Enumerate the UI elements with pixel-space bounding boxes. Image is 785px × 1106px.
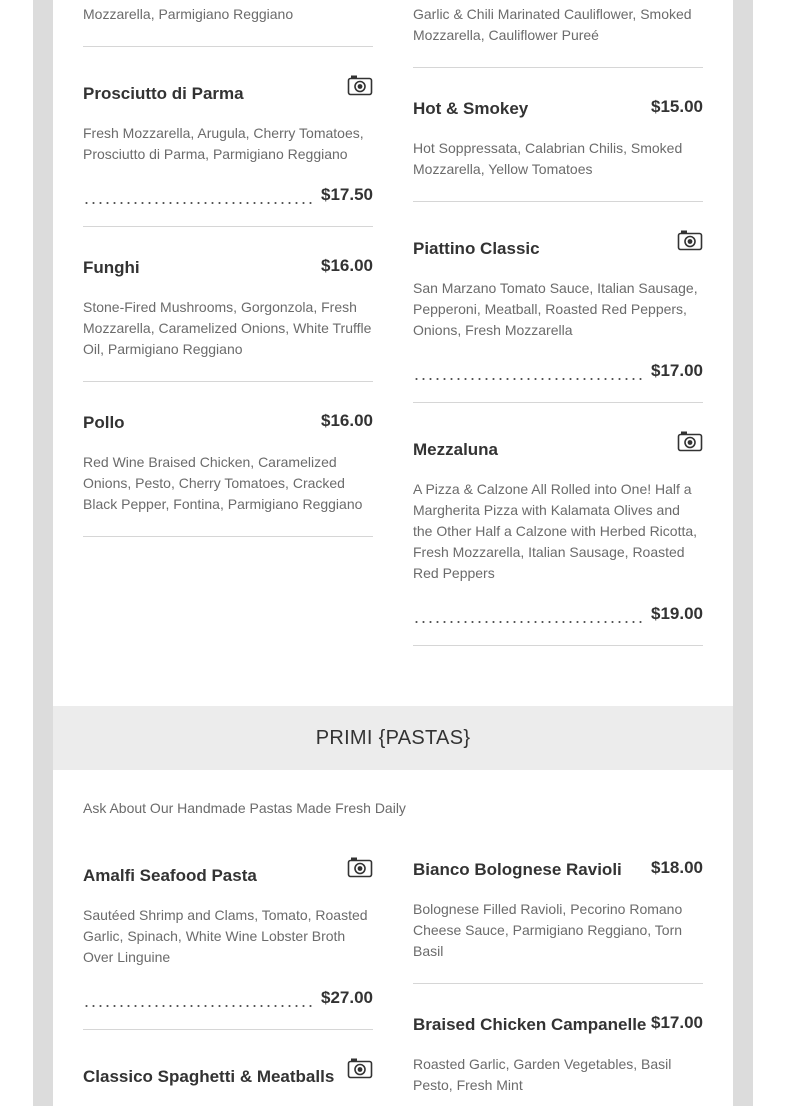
menu-item-piattino-classic[interactable] xyxy=(413,237,703,380)
menu-item-description: Sautéed Shrimp and Clams, Tomato, Roasted Garlic, Spinach, White Wine Lobster Broth Over Linguine xyxy=(83,907,368,965)
price-line xyxy=(83,185,373,207)
menu-item-name: Bianco Bolognese Ravioli xyxy=(413,860,622,879)
menu-item-name: Piattino Classic xyxy=(413,239,540,258)
menu-item-name: Pollo xyxy=(83,413,125,432)
left-margin xyxy=(0,0,33,1106)
menu-item-description: Roasted Garlic, Garden Vegetables, Basil Pesto, Fresh Mint xyxy=(413,1056,672,1093)
menu-item-price: $16.00 xyxy=(321,411,373,430)
camera-icon[interactable] xyxy=(677,430,703,452)
divider xyxy=(83,46,373,47)
dot-leader xyxy=(83,1004,315,1008)
divider xyxy=(83,1029,373,1030)
menu-item-name: Hot & Smokey xyxy=(413,99,529,118)
camera-icon[interactable] xyxy=(347,856,373,878)
price-line xyxy=(413,604,703,626)
menu-item-description: San Marzano Tomato Sauce, Italian Sausage, Pepperoni, Meatball, Roasted Red Peppers, Onions, Fresh Mozzarella xyxy=(413,280,698,338)
menu-item-name: Amalfi Seafood Pasta xyxy=(83,866,257,885)
camera-icon[interactable] xyxy=(677,229,703,251)
menu-item-price: $15.00 xyxy=(651,97,703,116)
right-frame xyxy=(733,0,753,1106)
dot-leader xyxy=(413,377,645,381)
menu-item-description: Mozzarella, Parmigiano Reggiano xyxy=(83,6,294,22)
menu-item-mezzaluna[interactable] xyxy=(413,438,703,623)
left-frame xyxy=(33,0,53,1106)
menu-item-description: Garlic & Chili Marinated Cauliflower, Smoked Mozzarella, Cauliflower Pureé xyxy=(413,6,692,43)
menu-item-description: A Pizza & Calzone All Rolled into One! Half a Margherita Pizza with Kalamata Olives and the Other Half a Calzone with Herbed Ricotta, Fresh Mozzarella, Italian Sausage, Roasted Red Peppers xyxy=(413,481,698,581)
divider xyxy=(413,983,703,984)
divider xyxy=(83,381,373,382)
divider xyxy=(413,645,703,646)
menu-item-description: Hot Soppressata, Calabrian Chilis, Smoked Mozzarella, Yellow Tomatoes xyxy=(413,140,683,177)
price-line xyxy=(83,988,373,1010)
dot-leader xyxy=(413,620,645,624)
menu-item-price: $17.00 xyxy=(651,361,703,380)
price-line xyxy=(413,361,703,383)
menu-item-prosciutto-di-parma[interactable] xyxy=(83,82,373,204)
section-title: PRIMI {PASTAS} xyxy=(315,726,471,749)
right-margin xyxy=(753,0,785,1106)
menu-item-pollo[interactable] xyxy=(83,411,373,512)
divider xyxy=(413,67,703,68)
divider xyxy=(413,201,703,202)
menu-item-amalfi-seafood-pasta[interactable] xyxy=(83,864,373,1007)
section-note: Ask About Our Handmade Pastas Made Fresh Daily xyxy=(83,800,406,816)
menu-item-hot-and-smokey[interactable] xyxy=(413,97,703,177)
dot-leader xyxy=(83,201,315,205)
divider xyxy=(413,402,703,403)
menu-item-braised-chicken-campanelle[interactable] xyxy=(413,1013,703,1093)
menu-item-name: Braised Chicken Campanelle xyxy=(413,1015,647,1034)
menu-item-description: Bolognese Filled Ravioli, Pecorino Romano Cheese Sauce, Parmigiano Reggiano, Torn Basil xyxy=(413,901,683,959)
menu-item-price: $19.00 xyxy=(651,604,703,623)
menu-item-price: $16.00 xyxy=(321,256,373,275)
menu-item-description: Red Wine Braised Chicken, Caramelized Onions, Pesto, Cherry Tomatoes, Cracked Black Pepper, Fontina, Parmigiano Reggiano xyxy=(83,454,363,512)
menu-item-name: Prosciutto di Parma xyxy=(83,84,244,103)
divider xyxy=(83,226,373,227)
menu-item-description: Fresh Mozzarella, Arugula, Cherry Tomatoes, Prosciutto di Parma, Parmigiano Reggiano xyxy=(83,125,364,162)
menu-item-bianco-bolognese-ravioli[interactable] xyxy=(413,858,703,959)
menu-item-name: Mezzaluna xyxy=(413,440,499,459)
menu-item-price: $18.00 xyxy=(651,858,703,877)
menu-item-name: Classico Spaghetti & Meatballs xyxy=(83,1067,335,1086)
camera-icon[interactable] xyxy=(347,74,373,96)
divider xyxy=(83,536,373,537)
menu-item-funghi[interactable] xyxy=(83,256,373,357)
section-header-pastas xyxy=(53,706,733,770)
menu-item-name: Funghi xyxy=(83,258,140,277)
menu-card xyxy=(53,0,733,1106)
menu-item-price: $17.50 xyxy=(321,185,373,204)
menu-item-description: Stone-Fired Mushrooms, Gorgonzola, Fresh Mozzarella, Caramelized Onions, White Truffle Oil, Parmigiano Reggiano xyxy=(83,299,372,357)
camera-icon[interactable] xyxy=(347,1057,373,1079)
menu-item-price: $27.00 xyxy=(321,988,373,1007)
menu-item-classico-spaghetti-meatballs[interactable] xyxy=(83,1065,373,1089)
menu-item-price: $17.00 xyxy=(651,1013,703,1032)
